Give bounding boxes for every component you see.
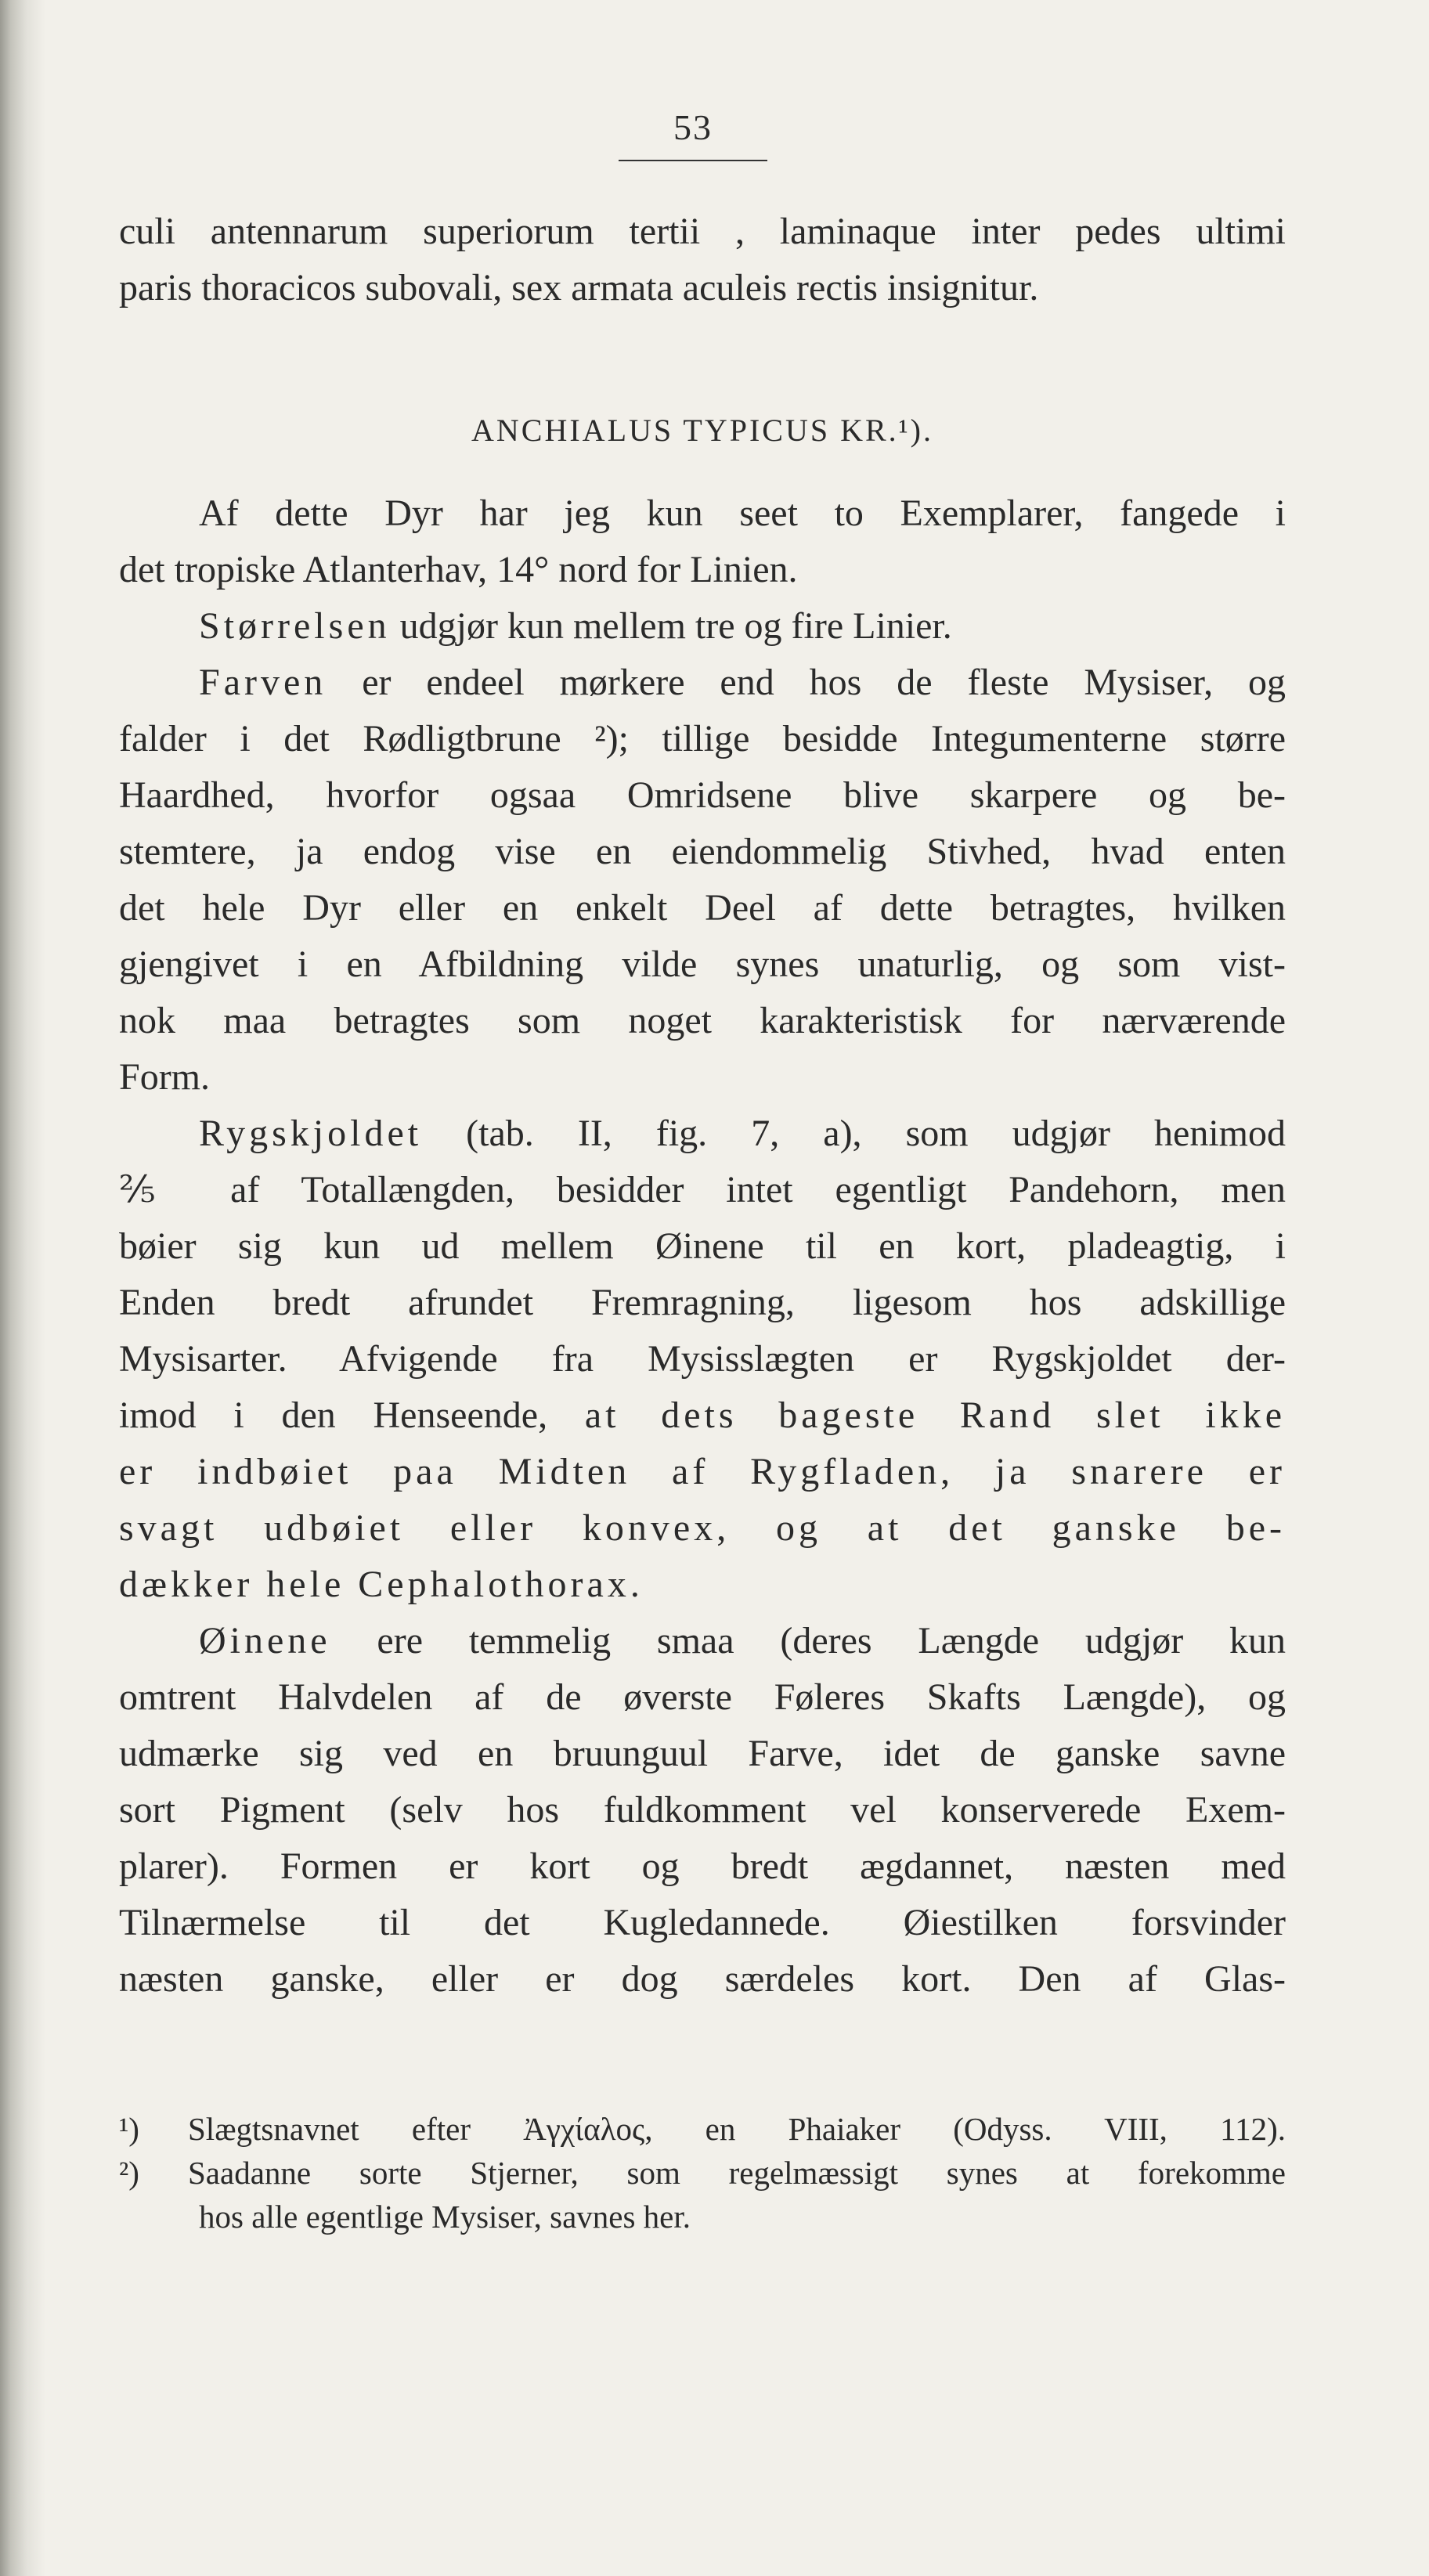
footnote-2-continuation: hos alle egentlige Mysiser, savnes her.	[199, 2199, 691, 2235]
text-run: udgjør kun mellem tre og fire Linier.	[399, 605, 952, 647]
text-line: det tropiske Atlanterhav, 14° nord for Linien.	[119, 549, 798, 590]
text-line: Tilnærmelse til det Kugledannede. Øiestilken forsvinder	[119, 1902, 1286, 1943]
text-run: (tab. II, fig. 7, a), som udgjør henimod	[466, 1113, 1286, 1154]
footnote-marker: ¹)	[119, 2111, 139, 2147]
text-line: Af dette Dyr har jeg kun seet to Exemplarer, fangede i	[199, 492, 1286, 534]
footnote-text: Saadanne sorte Stjerner, som regelmæssigt synes at forekomme	[188, 2155, 1286, 2191]
text-line	[119, 1392, 1286, 1439]
text-line: gjengivet i en Afbildning vilde synes unaturlig, og som vist-	[119, 943, 1286, 985]
text-line: det hele Dyr eller en enkelt Deel af dette betragtes, hvilken	[119, 887, 1286, 929]
text-line: falder i det Rødligtbrune ²); tillige besidde Integumenterne større	[119, 718, 1286, 759]
text-line: svagt udbøiet eller konvex, og at det ganske be-	[119, 1507, 1286, 1549]
footnote-1	[119, 2109, 1286, 2148]
spaced-term: Øinene	[199, 1620, 331, 1661]
spaced-term: Farven	[199, 662, 327, 703]
text-line: Form.	[119, 1056, 211, 1098]
text-line	[199, 659, 1286, 706]
text-line: Haardhed, hvorfor ogsaa Omridsene blive skarpere og be-	[119, 774, 1286, 816]
footnote-text: Slægtsnavnet efter Ἀγχίαλος, en Phaiaker (Odyss. VIII, 112).	[188, 2111, 1286, 2147]
text-line: Enden bredt afrundet Fremragning, ligesom hos adskillige	[119, 1282, 1286, 1323]
text-line: er indbøiet paa Midten af Rygfladen, ja snarere er	[119, 1451, 1286, 1492]
text-line: stemtere, ja endog vise en eiendommelig Stivhed, hvad enten	[119, 831, 1286, 872]
text-line	[199, 1110, 1286, 1157]
text-line	[199, 1618, 1286, 1665]
text-line	[199, 603, 1286, 650]
text-line: næsten ganske, eller er dog særdeles kort. Den af Glas-	[119, 1958, 1286, 2000]
text-run: imod i den Henseende,	[119, 1394, 548, 1436]
text-line: udmærke sig ved en bruunguul Farve, idet de ganske savne	[119, 1733, 1286, 1774]
page-number: 53	[673, 107, 713, 147]
page-number-rule	[619, 160, 767, 161]
book-spine-shadow	[0, 0, 45, 2576]
text-line: bøier sig kun ud mellem Øinene til en kort, pladeagtig, i	[119, 1225, 1286, 1267]
text-run: ere temmelig smaa (deres Længde udgjør kun	[377, 1620, 1286, 1661]
text-line: Mysisarter. Afvigende fra Mysisslægten er Rygskjoldet der-	[119, 1338, 1286, 1380]
text-line: paris thoracicos subovali, sex armata aculeis rectis insignitur.	[119, 267, 1039, 308]
spaced-text: at dets bageste Rand slet ikke	[584, 1394, 1286, 1436]
text-line: dækker hele Cephalothorax.	[119, 1564, 644, 1605]
text-line: omtrent Halvdelen af de øverste Føleres Skafts Længde), og	[119, 1676, 1286, 1718]
text-line: ⅖ af Totallængden, besidder intet egentligt Pandehorn, men	[119, 1169, 1286, 1210]
footnote-marker: ²)	[119, 2155, 139, 2191]
section-heading: ANCHIALUS TYPICUS KR.¹).	[471, 413, 933, 448]
footnote-2	[119, 2153, 1286, 2192]
text-line: plarer). Formen er kort og bredt ægdannet, næsten med	[119, 1845, 1286, 1887]
text-run: er endeel mørkere end hos de fleste Mysiser, og	[362, 662, 1286, 703]
spaced-term: Rygskjoldet	[199, 1113, 423, 1154]
spaced-term: Størrelsen	[199, 605, 391, 647]
text-line: nok maa betragtes som noget karakteristisk for nærværende	[119, 1000, 1286, 1041]
text-line: sort Pigment (selv hos fuldkomment vel konserverede Exem-	[119, 1789, 1286, 1831]
text-line: culi antennarum superiorum tertii , laminaque inter pedes ultimi	[119, 211, 1286, 252]
